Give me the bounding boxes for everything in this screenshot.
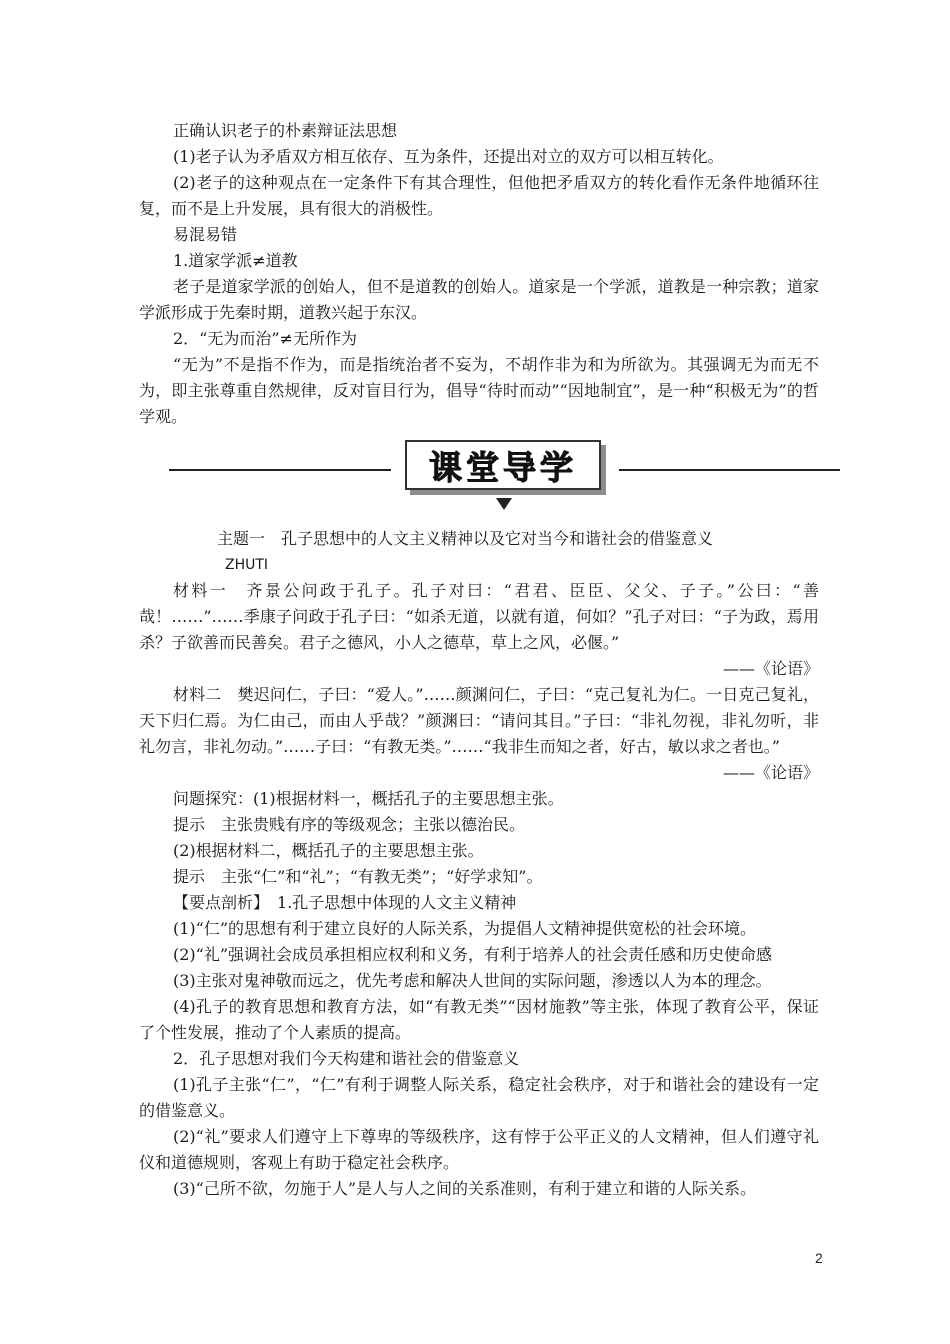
banner-left-rule (169, 469, 391, 471)
summary-paragraph-2: (2)老子的这种观点在一定条件下有其合理性，但他把矛盾双方的转化看作无条件地循环往复，而不是上升发展，具有很大的消极性。 (139, 173, 819, 218)
confusion-item-2-text: “无为”不是指不作为，而是指统治者不妄为，不胡作非为和为所欲为。其强调无为而无不为，即主张尊重自然规律，反对盲目行为，倡导“待时而动”“因地制宜”，是一种“积极无为”的哲学观。 (139, 355, 819, 426)
analysis-point-1-item-3: (3)主张对鬼神敬而远之，优先考虑和解决人世间的实际问题，渗透以人为本的理念。 (173, 971, 772, 990)
analysis-point-1-item-2: (2)“礼”强调社会成员承担相应权利和义务，有利于培养人的社会责任感和历史使命感 (173, 945, 773, 964)
analysis-point-1-item-1: (1)“仁”的思想有利于建立良好的人际关系，为提倡人文精神提供宽松的社会环境。 (173, 919, 757, 938)
confusion-heading: 易混易错 (173, 225, 238, 244)
triangle-down-icon (496, 498, 512, 510)
confusion-item-2-title: 2．“无为而治”≠无所作为 (173, 329, 357, 348)
banner-title: 课堂导学 (429, 447, 577, 487)
banner-box (405, 440, 601, 490)
material-2-citation: ——《论语》 (722, 763, 819, 782)
page-content (139, 118, 819, 1202)
analysis-heading (139, 890, 819, 916)
analysis-point-2-item-2: (2)“礼”要求人们遵守上下尊卑的等级秩序，这有悖于公平正义的人文精神，但人们遵守礼仪和道德规则，客观上有助于稳定社会秩序。 (139, 1127, 819, 1172)
analysis-tag: 【要点剖析】 (173, 893, 262, 912)
material-1: 材料一 齐景公问政于孔子。孔子对曰：“君君、臣臣、父父、子子。”公曰：“善哉！……”……季康子问政于孔子曰：“如杀无道，以就有道，何如？”孔子对曰：“子为政，焉用杀？子欲善而民善矣。君子之德风，小人之德草，草上之风，必偃。” (139, 581, 819, 652)
inquiry-question-2: (2)根据材料二，概括孔子的主要思想主张。 (173, 841, 484, 860)
page-number: 2 (815, 1250, 823, 1266)
analysis-point-2-title: 2．孔子思想对我们今天构建和谐社会的借鉴意义 (173, 1049, 520, 1068)
topic-title: 主题一 孔子思想中的人文主义精神以及它对当今和谐社会的借鉴意义 (217, 529, 714, 548)
analysis-point-1-item-4: (4)孔子的教育思想和教育方法，如“有教无类”“因材施教”等主张，体现了教育公平，保证了个性发展，推动了个人素质的提高。 (139, 997, 819, 1042)
section-banner (139, 434, 819, 522)
material-1-citation: ——《论语》 (722, 659, 819, 678)
analysis-point-2-item-1: (1)孔子主张“仁”，“仁”有利于调整人际关系，稳定社会秩序，对于和谐社会的建设有一定的借鉴意义。 (139, 1075, 819, 1120)
inquiry-answer-2: 提示 主张“仁”和“礼”；“有教无类”；“好学求知”。 (173, 867, 543, 886)
analysis-point-1-title: 1.孔子思想中体现的人文主义精神 (277, 893, 517, 912)
confusion-item-1-text: 老子是道家学派的创始人，但不是道教的创始人。道家是一个学派，道教是一种宗教；道家学派形成于先秦时期，道教兴起于东汉。 (139, 277, 819, 322)
analysis-point-2-item-3: (3)“己所不欲，勿施于人”是人与人之间的关系准则，有利于建立和谐的人际关系。 (173, 1179, 757, 1198)
summary-paragraph-1: (1)老子认为矛盾双方相互依存、互为条件，还提出对立的双方可以相互转化。 (173, 147, 724, 166)
material-2: 材料二 樊迟问仁，子曰：“爱人。”……颜渊问仁，子曰：“克己复礼为仁。一日克己复礼，天下归仁焉。为仁由己，而由人乎哉？”颜渊曰：“请问其目。”子曰：“非礼勿视，非礼勿听，非礼勿言，非礼勿动。”……子曰：“有教无类。”……“我非生而知之者，好古，敏以求之者也。” (139, 685, 819, 756)
topic-pinyin: ZHUTI (225, 557, 269, 573)
summary-heading: 正确认识老子的朴素辩证法思想 (173, 121, 398, 140)
confusion-item-1-title: 1.道家学派≠道教 (173, 251, 298, 270)
inquiry-answer-1: 提示 主张贵贱有序的等级观念；主张以德治民。 (173, 815, 526, 834)
banner-right-rule (619, 469, 840, 471)
inquiry-question-1: 问题探究：(1)根据材料一，概括孔子的主要思想主张。 (173, 789, 564, 808)
